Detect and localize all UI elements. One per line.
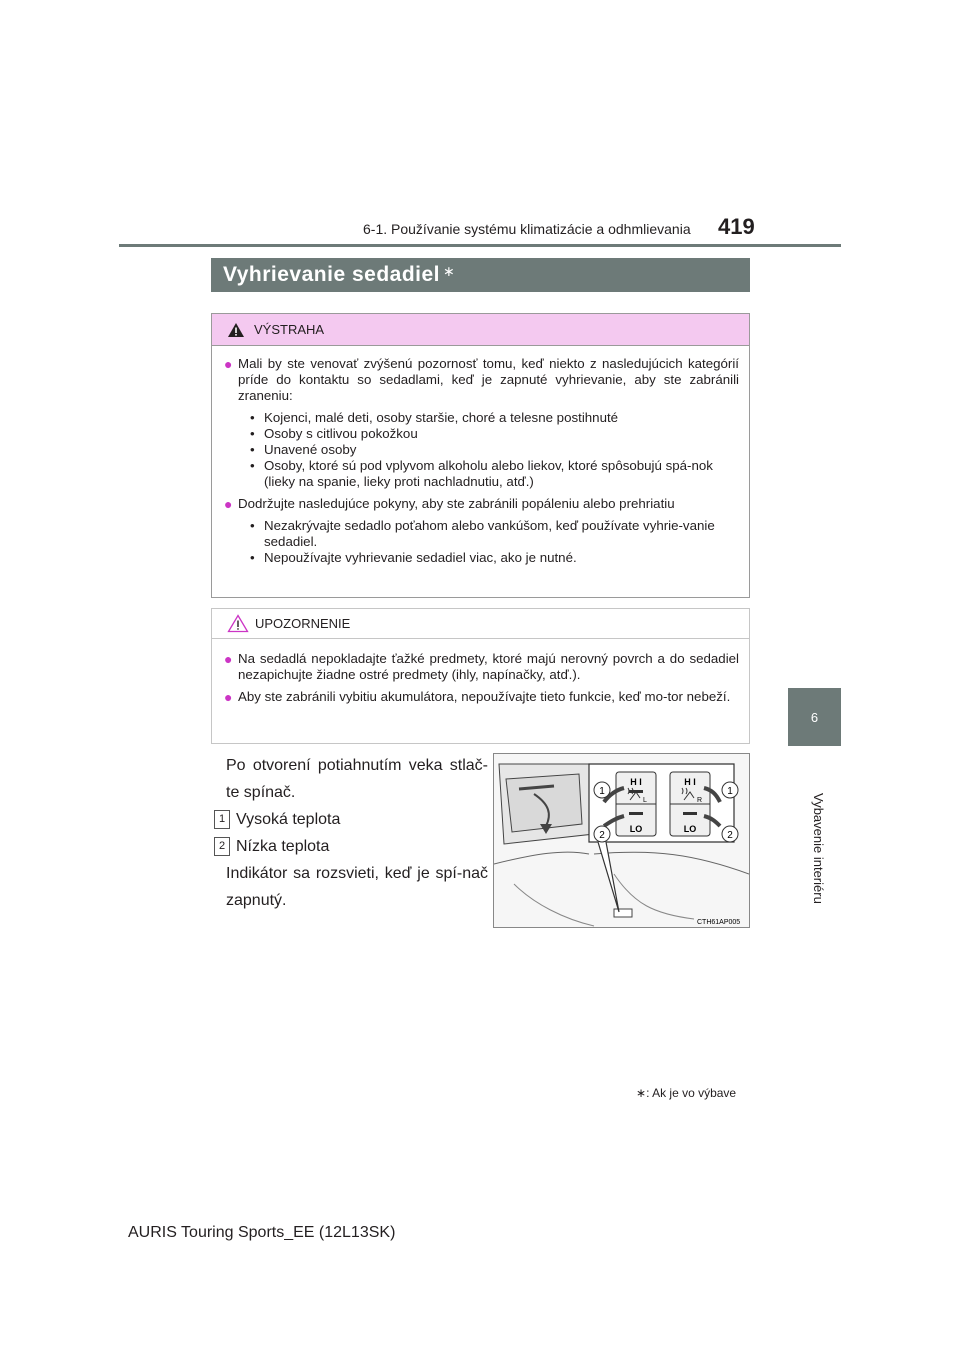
warning-bullet-text: Dodržujte nasledujúce pokyny, aby ste zabránili popáleniu alebo prehriatiu xyxy=(238,496,675,511)
footnote xyxy=(636,1086,736,1100)
caution-triangle-icon xyxy=(227,614,249,633)
callout-1: 1 xyxy=(599,786,605,797)
caution-bullet xyxy=(224,651,739,683)
footnote-marker: ∗ xyxy=(636,1086,647,1100)
indicator-paragraph: Indikátor sa rozsvieti, keď je spí-nač zapnutý. xyxy=(226,865,488,909)
callout-1: 1 xyxy=(727,786,733,797)
warning-triangle-icon xyxy=(227,322,245,338)
caution-box xyxy=(211,608,750,744)
chapter-tab-number: 6 xyxy=(810,709,819,725)
bullet-dot-icon: ● xyxy=(224,496,233,512)
list-item: • Osoby, ktoré sú pod vplyvom alkoholu alebo liekov, ktoré spôsobujú spá-nok (lieky na spanie, lieky proti nachladnutiu, atď.) xyxy=(250,458,713,489)
left-seat-label: L xyxy=(643,797,647,804)
list-item: • Unavené osoby xyxy=(250,442,357,457)
caution-bullet-text: Na sedadlá nepokladajte ťažké predmety, ktoré majú nerovný povrch a do sedadiel nezapichujte žiadne ostré predmety (ihly, napínačky, atď.). xyxy=(238,651,739,682)
figure-code: CTH61AP005 xyxy=(697,919,741,926)
hi-label: H I xyxy=(630,777,642,787)
optional-equipment-marker: ∗ xyxy=(443,262,456,279)
warning-box xyxy=(211,313,750,598)
caution-heading: UPOZORNENIE xyxy=(255,616,351,631)
warning-header xyxy=(212,314,749,346)
hi-label: H I xyxy=(684,777,696,787)
list-item: 1 Vysoká teplota xyxy=(214,806,488,833)
warning-bullet xyxy=(224,496,739,512)
seat-heater-figure xyxy=(493,753,750,928)
bullet-dot-icon: ● xyxy=(224,356,233,372)
header-divider xyxy=(119,244,841,247)
lo-label: LO xyxy=(629,824,643,834)
section-title-text: Vyhrievanie sedadiel xyxy=(223,263,440,286)
caution-bullet xyxy=(224,689,739,705)
right-seat-label: R xyxy=(697,797,703,804)
instruction-text xyxy=(218,752,488,914)
list-item: • Nepoužívajte vyhrievanie sedadiel viac, ako je nutné. xyxy=(250,550,577,565)
callout-2: 2 xyxy=(727,830,733,841)
caution-header xyxy=(212,609,749,639)
list-item: 2 Nízka teplota xyxy=(214,833,488,860)
list-item: • Osoby s citlivou pokožkou xyxy=(250,426,418,441)
bullet-dot-icon: ● xyxy=(224,651,233,667)
number-badge: 2 xyxy=(214,837,230,856)
chapter-title: 6-1. Používanie systému klimatizácie a odhmlievania xyxy=(363,221,691,237)
page-number: 419 xyxy=(718,214,755,239)
warning-sublist xyxy=(224,518,739,566)
bullet-dot-icon: ● xyxy=(224,689,233,705)
list-item: • Nezakrývajte sedadlo poťahom alebo vankúšom, keď používate vyhrie-vanie sedadiel. xyxy=(250,518,715,549)
section-title xyxy=(211,258,750,292)
number-badge: 1 xyxy=(214,810,230,829)
intro-paragraph: Po otvorení potiahnutím veka stlač-te spínač. xyxy=(226,757,488,801)
callout-2: 2 xyxy=(599,830,605,841)
warning-bullet xyxy=(224,356,739,404)
chapter-tab xyxy=(788,688,841,746)
warning-bullet-text: Mali by ste venovať zvýšenú pozornosť tomu, keď niekto z nasledujúcich kategórií príde do kontaktu so sedadlami, keď je zapnuté vyhrievanie, aby ste zabránili zraneniu: xyxy=(238,356,739,403)
warning-sublist xyxy=(224,410,739,490)
list-item: • Kojenci, malé deti, osoby staršie, choré a telesne postihnuté xyxy=(250,410,619,425)
caution-bullet-text: Aby ste zabránili vybitiu akumulátora, nepoužívajte tieto funkcie, keď mo-tor nebeží. xyxy=(238,689,731,704)
chapter-side-label: Vybavenie interiéru xyxy=(811,793,826,904)
footer-text: AURIS Touring Sports_EE (12L13SK) xyxy=(128,1224,396,1241)
warning-heading: VÝSTRAHA xyxy=(254,322,325,337)
seat-heater-illustration xyxy=(494,754,749,927)
lo-label: LO xyxy=(683,824,697,834)
footnote-text: : Ak je vo výbave xyxy=(646,1086,737,1100)
